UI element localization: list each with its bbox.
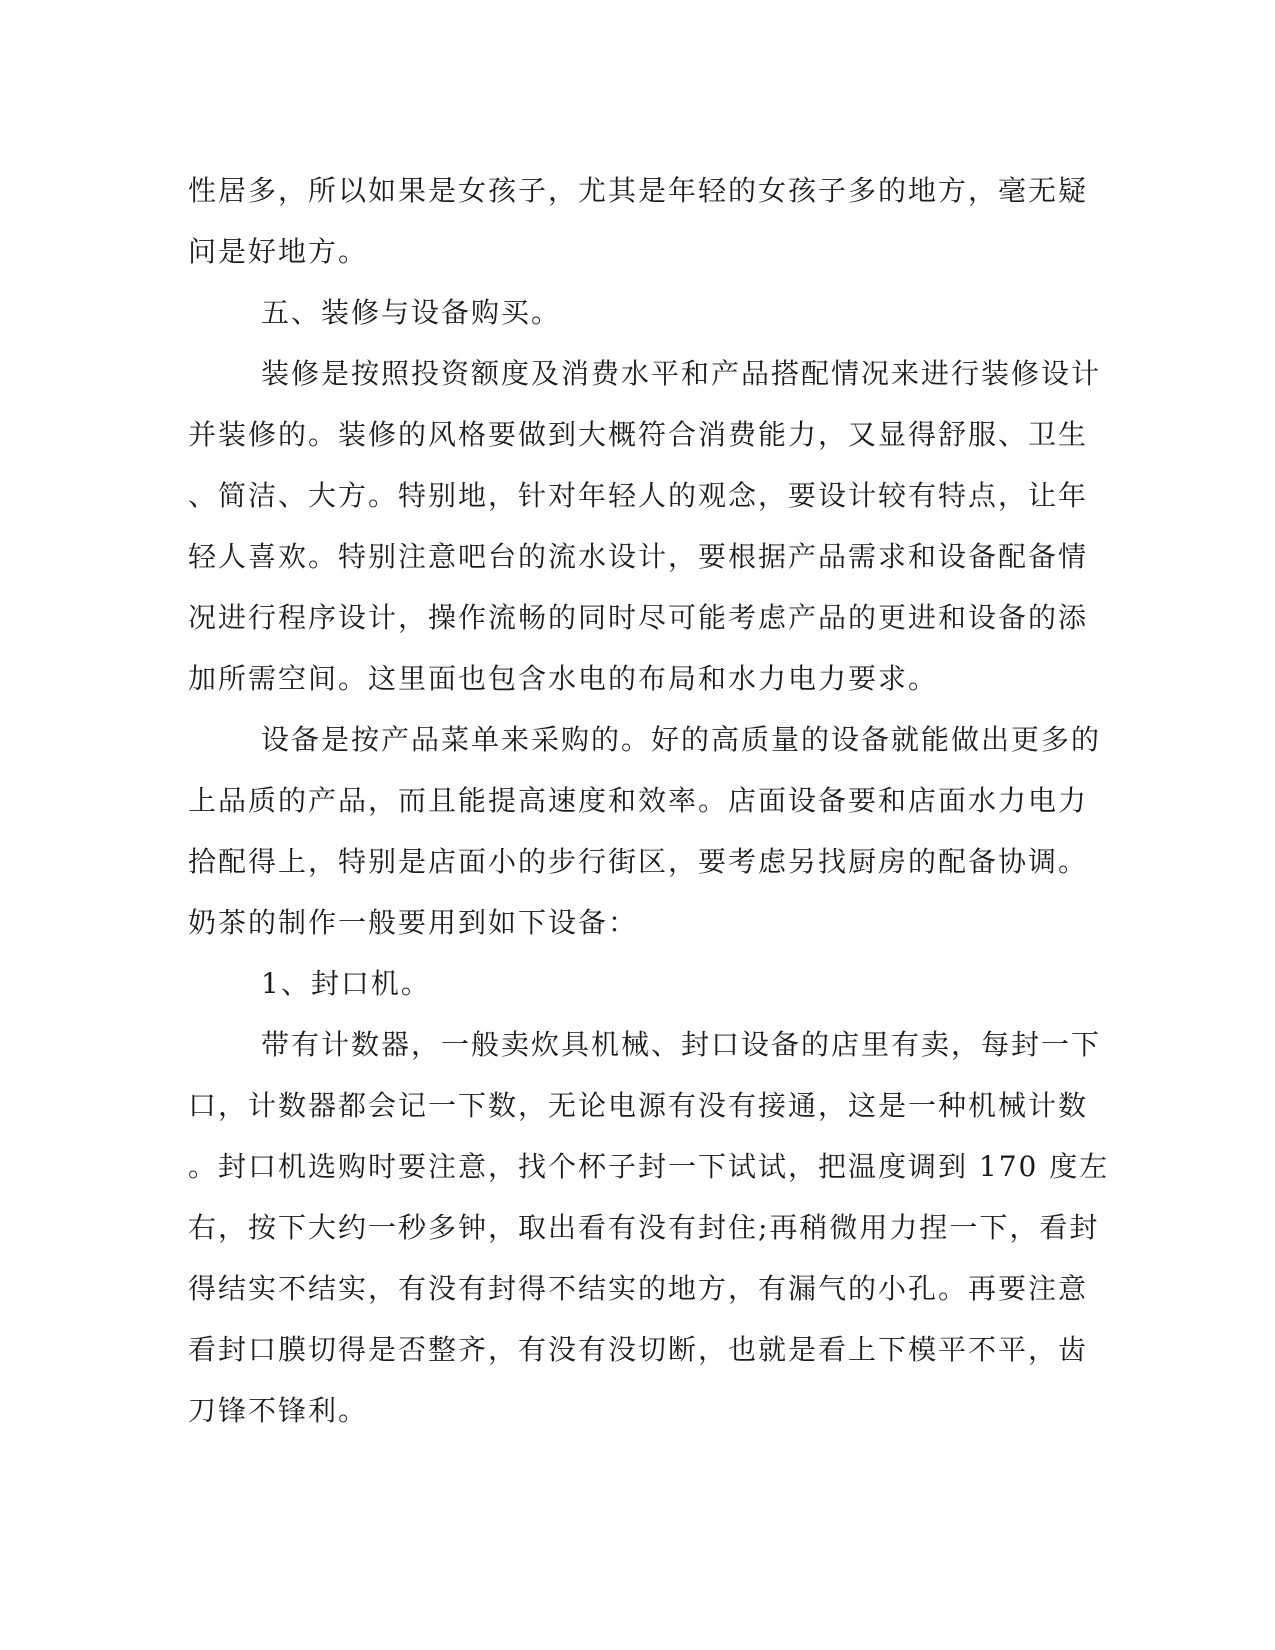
- text-line: 并装修的。装修的风格要做到大概符合消费能力，又显得舒服、卫生: [188, 418, 1089, 451]
- text-line: 装修是按照投资额度及消费水平和产品搭配情况来进行装修设计: [261, 357, 1102, 390]
- text-line: 刀锋不锋利。: [188, 1394, 369, 1427]
- text-line: 口，计数器都会记一下数，无论电源有没有接通，这是一种机械计数: [188, 1089, 1089, 1122]
- text-line: 设备是按产品菜单来采购的。好的高质量的设备就能做出更多的: [261, 723, 1102, 756]
- text-line: 得结实不结实，有没有封得不结实的地方，有漏气的小孔。再要注意: [188, 1272, 1089, 1305]
- section-heading: 五、装修与设备购买。: [261, 296, 562, 329]
- text-line: 性居多，所以如果是女孩子，尤其是年轻的女孩子多的地方，毫无疑: [188, 174, 1089, 207]
- text-line: 上品质的产品，而且能提高速度和效率。店面设备要和店面水力电力: [188, 784, 1089, 817]
- text-line: 右，按下大约一秒多钟，取出看有没有封住;再稍微用力捏一下，看封: [188, 1211, 1100, 1244]
- text-line: 看封口膜切得是否整齐，有没有没切断，也就是看上下模平不平，齿: [188, 1333, 1089, 1366]
- body-text: [188, 160, 1110, 1441]
- text-line: 。封口机选购时要注意，找个杯子封一下试试，把温度调到 170 度左: [188, 1150, 1110, 1183]
- text-line: 况进行程序设计，操作流畅的同时尽可能考虑产品的更进和设备的添: [188, 601, 1089, 634]
- text-line: 拾配得上，特别是店面小的步行街区，要考虑另找厨房的配备协调。: [188, 845, 1089, 878]
- text-line: 轻人喜欢。特别注意吧台的流水设计，要根据产品需求和设备配备情: [188, 540, 1089, 573]
- text-line: 带有计数器，一般卖炊具机械、封口设备的店里有卖，每封一下: [261, 1028, 1102, 1061]
- text-line: 问是好地方。: [188, 235, 369, 268]
- text-line: 加所需空间。这里面也包含水电的布局和水力电力要求。: [188, 662, 939, 695]
- text-line: 奶茶的制作一般要用到如下设备：: [188, 906, 639, 939]
- text-line: 、简洁、大方。特别地，针对年轻人的观念，要设计较有特点，让年: [188, 479, 1089, 512]
- list-item-heading: 1、封口机。: [261, 967, 431, 1000]
